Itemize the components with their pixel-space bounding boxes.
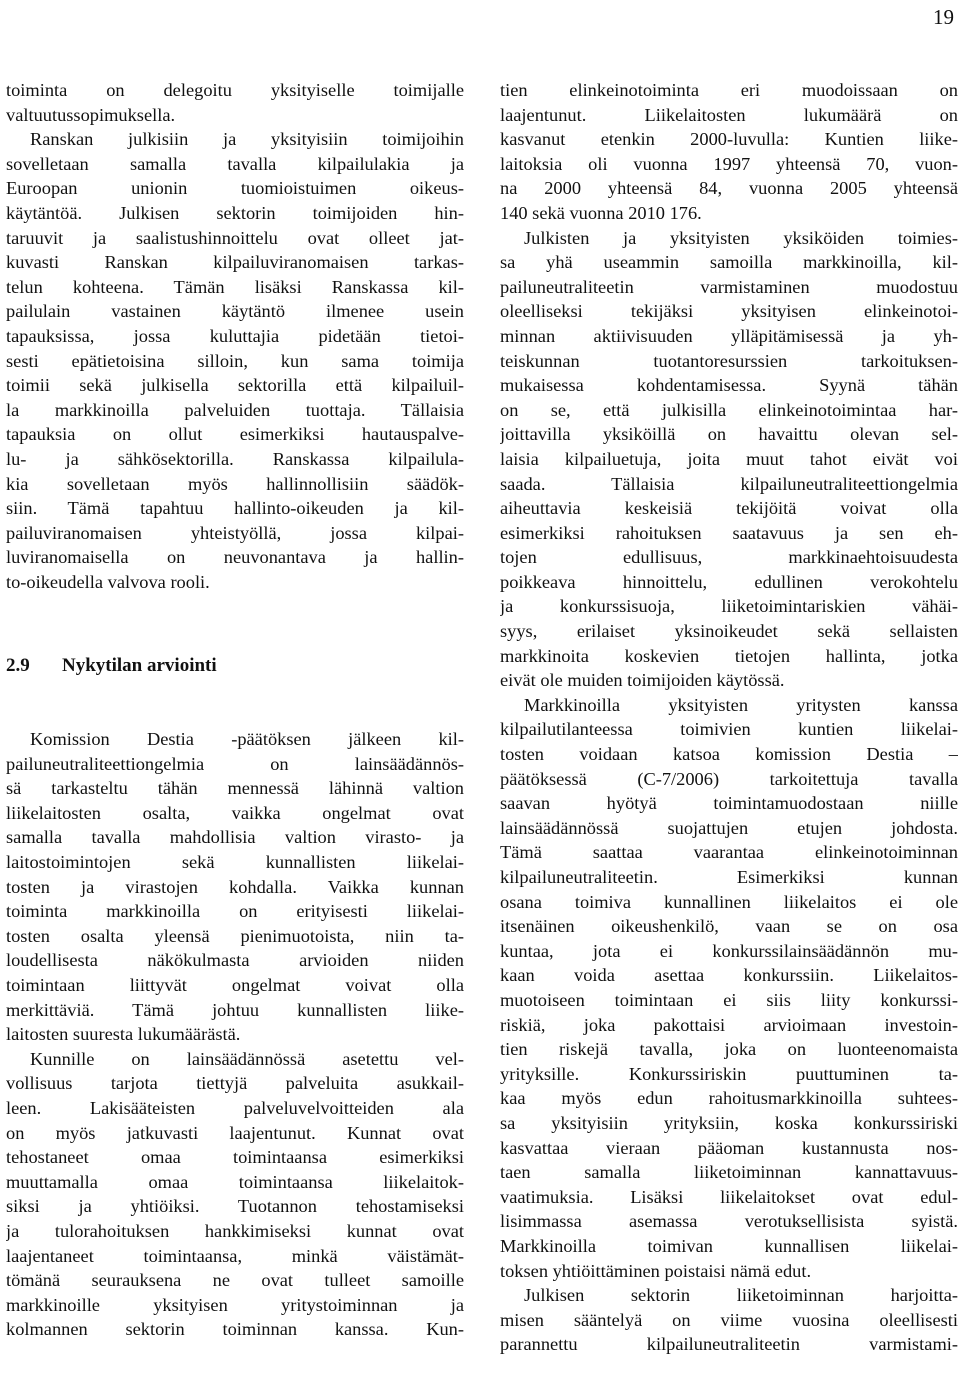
- text-line: tapauksia on ollut esimerkiksi hautauspalve-: [6, 424, 464, 445]
- text-line: ja tulorahoituksen hankkimiseksi kunnat ovat: [6, 1220, 464, 1241]
- text-line: ja konkurssisuoja, liiketoimintariskien vähäi-: [500, 596, 958, 617]
- text-line: laajentaneet toimintaansa, minkä väistämät-: [6, 1245, 464, 1266]
- text-line: toiminta on delegoitu yksityiselle toimijalle: [6, 80, 464, 100]
- text-line: Julkisen sektorin liiketoiminnan harjoitta-: [524, 1285, 958, 1306]
- paragraph: [500, 1283, 958, 1357]
- text-line: parannettu kilpailuneutraliteetin varmistami-: [500, 1334, 958, 1355]
- text-line: valtuutussopimuksella.: [6, 104, 176, 125]
- text-line: tömänä seurauksena ne ovat tulleet samoille: [6, 1270, 464, 1291]
- paragraph: [500, 693, 958, 1283]
- paragraph: [6, 78, 464, 127]
- text-line: sa yksityisiin yrityksiin, koska konkurssiriski: [500, 1112, 958, 1133]
- text-line: joittavilla yksiköillä on havaittu olevan sel-: [500, 424, 958, 445]
- text-line: esimerkiksi rahoituksen saatavuus ja sen eh-: [500, 522, 958, 543]
- section-number: 2.9: [6, 655, 30, 677]
- text-line: laitostoimintojen sekä kunnallisten liikelai-: [6, 852, 464, 873]
- text-line: muuttamalla omaa toimintaansa liikelaitok-: [6, 1171, 464, 1192]
- paragraph: [6, 1047, 464, 1342]
- text-line: taruuvit ja saalistushinnoittelu ovat olleet jat-: [6, 227, 464, 248]
- text-line: kolmannen sektorin toiminnan kanssa. Kun-: [6, 1319, 464, 1340]
- text-line: mukaisessa kohdentamisessa. Syynä tähän: [500, 375, 958, 396]
- text-line: liikelaitosten osalta, vaikka ongelmat ovat: [6, 802, 464, 823]
- text-line: kilpailutilanteessa toimivien kuntien liikelai-: [500, 719, 958, 740]
- text-line: siin. Tämä tapahtuu hallinto-oikeuden ja kil-: [6, 498, 464, 519]
- text-line: samalla tavalla mahdollisia valtion virasto- ja: [6, 827, 464, 848]
- text-line: pailuviranomaisen yhteistyöllä, jossa kilpai-: [6, 522, 464, 543]
- section-title: Nykytilan arviointi: [62, 655, 217, 677]
- text-line: kuntaa, jota ei konkurssilainsäädännön mu-: [500, 940, 958, 961]
- text-line: on myös jatkuvasti laajentunut. Kunnat ovat: [6, 1122, 464, 1143]
- text-line: kilpailuneutraliteetin. Esimerkiksi kunnan: [500, 867, 958, 887]
- text-line: saavan hyötyä toimintamuodostaan niille: [500, 793, 958, 814]
- text-line: tehostaneet omaa toimintaansa esimerkiksi: [6, 1147, 464, 1168]
- text-line: teiskunnan tuotantoresurssien tarkoituksen-: [500, 350, 958, 371]
- text-line: tien elinkeinotoiminta eri muodoissaan on: [500, 80, 958, 100]
- text-line: kasvattaa vieraan pääoman kustannusta nos-: [500, 1137, 958, 1158]
- text-line: na 2000 yhteensä 84, vuonna 2005 yhteensä: [500, 178, 958, 199]
- text-line: pailulain vastainen käytäntö ilmenee usein: [6, 301, 464, 322]
- text-line: eivät ole muiden toimijoiden käytössä.: [500, 670, 785, 691]
- left-column: [6, 78, 464, 1342]
- text-line: taen samalla liiketoiminnan kannattavuus-: [500, 1162, 958, 1183]
- text-line: aiheuttavia keskeisiä tekijöitä voivat olla: [500, 498, 958, 519]
- paragraph: [500, 78, 958, 226]
- text-line: siksi ja yhtiöiksi. Tuotannon tehostamiseksi: [6, 1196, 464, 1217]
- text-line: markkinoita koskevien tietojen hallinta, jotka: [500, 645, 958, 666]
- text-line: to-oikeudella valvova rooli.: [6, 571, 210, 592]
- text-line: vaatimuksia. Lisäksi liikelaitokset ovat edul-: [500, 1186, 958, 1207]
- text-line: kasvanut etenkin 2000-luvulla: Kuntien liike-: [500, 129, 958, 150]
- text-line: Komission Destia -päätöksen jälkeen kil-: [30, 729, 464, 750]
- text-line: Euroopan unionin tuomioistuimen oikeus-: [6, 178, 464, 199]
- text-line: toksen yhtiöittäminen poistaisi nämä edut.: [500, 1260, 812, 1281]
- text-line: poikkeava hinnoittelu, edullinen verokohtelu: [500, 571, 958, 592]
- text-line: sovelletaan samalla tavalla kilpailulakia ja: [6, 153, 464, 174]
- text-line: kaa myös edun rahoitusmarkkinoilla suhtees-: [500, 1088, 958, 1109]
- text-line: leen. Lakisääteisten palveluvelvoitteiden ala: [6, 1097, 464, 1118]
- text-line: kia sovelletaan myös hallinnollisiin säädök-: [6, 473, 464, 494]
- text-line: lisimmassa asemassa verotuksellisista syistä.: [500, 1211, 958, 1232]
- paragraph: [6, 127, 464, 594]
- text-line: laitosten suuresta lukumäärästä.: [6, 1024, 241, 1045]
- text-line: pailuneutraliteettiongelmia on lainsäädännös-: [6, 753, 464, 774]
- text-line: tosten osalta yleensä pienimuotoista, niin ta-: [6, 925, 464, 946]
- text-line: tosten ja virastojen kohdalla. Vaikka kunnan: [6, 876, 464, 897]
- text-line: tapauksissa, jossa kuluttajia pidetään tietoi-: [6, 325, 464, 346]
- section-heading: [6, 654, 464, 679]
- text-line: yrityksille. Konkurssiriskin puuttuminen ta-: [500, 1063, 958, 1084]
- text-line: lu- ja sähkösektorilla. Ranskassa kilpailula-: [6, 448, 464, 469]
- text-line: on se, että julkisilla elinkeinotoimintaa har-: [500, 399, 958, 420]
- text-line: laitoksia oli vuonna 1997 yhteensä 70, vuon-: [500, 153, 958, 174]
- text-line: riskiä, joka pakottaisi arvioimaan investoin-: [500, 1014, 958, 1035]
- text-line: Ranskan julkisiin ja yksityisiin toimijoihin: [30, 129, 464, 150]
- text-line: la markkinoilla palveluiden tuottaja. Tällaisia: [6, 399, 464, 420]
- text-line: Tämä saattaa vaarantaa elinkeinotoiminnan: [500, 842, 958, 863]
- text-line: saada. Tällaisia kilpailuneutraliteettiongelmia: [500, 473, 958, 494]
- text-line: toiminta markkinoilla on erityisesti liikelai-: [6, 901, 464, 922]
- text-line: muotoiseen toimintaan ei siis liity konkurssi-: [500, 989, 958, 1010]
- text-line: Markkinoilla yksityisten yritysten kanssa: [524, 694, 958, 715]
- text-line: misen sääntelyä on viime vuosina oleellisesti: [500, 1309, 958, 1330]
- text-line: osana toimiva kunnallinen liikelaitos ei ole: [500, 891, 958, 912]
- text-line: sesti epätietoisina silloin, kun sama toimija: [6, 350, 464, 371]
- paragraph: [500, 226, 958, 693]
- text-line: vollisuus tarjota tiettyjä palveluita asukkail-: [6, 1073, 464, 1094]
- text-line: sa yhä useammin samoilla markkinoilla, kil-: [500, 252, 958, 273]
- page-number: 19: [933, 5, 954, 29]
- text-line: laisia kilpailuetuja, joita muut tahot eivät voi: [500, 448, 958, 469]
- text-line: syys, erilaiset yksinoikeudet sekä sellaisten: [500, 621, 958, 642]
- text-line: tosten voidaan katsoa komission Destia –: [500, 744, 958, 765]
- text-line: kaan voida asettaa konkurssiin. Liikelaitos-: [500, 965, 958, 986]
- text-line: itsenäinen oikeushenkilö, vaan se on osa: [500, 916, 958, 937]
- right-column: [500, 78, 958, 1357]
- text-line: sä tarkasteltu tähän mennessä lähinnä valtion: [6, 778, 464, 799]
- text-line: luviranomaisella on neuvonantava ja hallin-: [6, 547, 464, 568]
- text-line: oleelliseksi tekijäksi yksityisen elinkeinotoi-: [500, 301, 958, 322]
- text-line: päätöksessä (C-7/2006) tarkoitettuja tavalla: [500, 768, 958, 789]
- text-line: Markkinoilla toimivan kunnallisen liikelai-: [500, 1235, 958, 1256]
- text-line: telun kohteena. Tämän lisäksi Ranskassa kil-: [6, 276, 464, 297]
- text-line: kuvasti Ranskan kilpailuviranomaisen tarkas-: [6, 252, 464, 273]
- text-line: toimintaan liittyvät ongelmat voivat olla: [6, 975, 464, 995]
- text-line: tien riskejä tavalla, joka on luonteenomaista: [500, 1039, 958, 1060]
- text-line: pailuneutraliteetin varmistaminen muodostuu: [500, 276, 958, 297]
- text-line: toimii sekä julkisella sektorilla että kilpailuil-: [6, 375, 464, 396]
- text-line: tojen edullisuus, markkinaehtoisuudesta: [500, 547, 958, 568]
- text-line: loudellisesta näkökulmasta arvioiden niiden: [6, 950, 464, 971]
- text-line: Julkisten ja yksityisten yksiköiden toimies-: [524, 227, 958, 248]
- text-line: 140 sekä vuonna 2010 176.: [500, 202, 702, 223]
- text-line: Kunnille on lainsäädännössä asetettu vel-: [30, 1048, 464, 1069]
- text-line: minnan aktiivisuuden ylläpitämisessä ja yh-: [500, 325, 958, 346]
- text-line: käytäntöä. Julkisen sektorin toimijoiden hin-: [6, 202, 464, 223]
- text-line: merkittäviä. Tämä johtuu kunnallisten liike-: [6, 999, 464, 1020]
- text-line: lainsäädännössä suojattujen etujen johdosta.: [500, 817, 958, 838]
- paragraph: [6, 727, 464, 1047]
- text-line: laajentunut. Liikelaitosten lukumäärä on: [500, 104, 958, 125]
- text-line: markkinoille yksityisen yritystoiminnan ja: [6, 1294, 464, 1315]
